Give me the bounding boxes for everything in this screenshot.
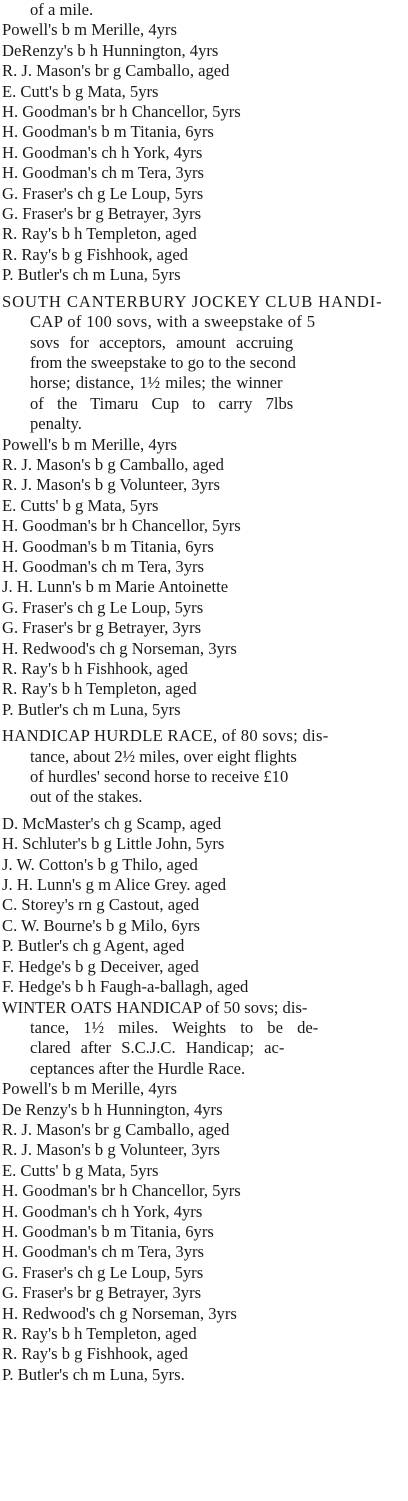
entry: C. W. Bourne's b g Milo, 6yrs [2, 915, 200, 935]
race-heading-line: of hurdles' second horse to receive £10 [30, 767, 289, 787]
entry: R. Ray's b h Fishhook, aged [2, 659, 188, 678]
entry: R. J. Mason's b g Volunteer, 3yrs [2, 475, 220, 495]
race-heading-line: CAP of 100 sovs, with a sweepstake of 5 [30, 312, 316, 332]
entry: R. J. Mason's b g Camballo, aged [2, 454, 224, 474]
entry: R. J. Mason's br g Camballo, aged [2, 1119, 230, 1139]
race-heading-line: horse; distance, 1½ miles; the winner [30, 373, 283, 393]
race-heading-line: tance, 1½ miles. Weights to be de- [30, 1017, 319, 1037]
entry: G. Fraser's ch g Le Loup, 5yrs [2, 183, 204, 203]
entry: H. Goodman's br h Chancellor, 5yrs [2, 1181, 241, 1201]
entry: D. McMaster's ch g Scamp, aged [2, 813, 222, 833]
race4-entry-list [2, 1079, 405, 1385]
entry: E. Cutts' b g Mata, 5yrs [2, 495, 159, 515]
entry: H. Goodman's ch m Tera, 3yrs [2, 556, 204, 576]
entry: H. Goodman's b m Titania, 6yrs [2, 1221, 214, 1241]
entry: R. Ray's b g Fishhook, aged [2, 244, 188, 264]
race2-heading [2, 292, 405, 435]
entry: Powell's b m Merille, 4yrs [2, 20, 177, 40]
race-heading-line: out of the stakes. [30, 787, 143, 807]
entry: G. Fraser's br g Betrayer, 3yrs [2, 1283, 202, 1303]
entry: J. W. Cotton's b g Thilo, aged [2, 854, 198, 874]
entry: H. Goodman's ch h York, 4yrs [2, 142, 203, 162]
race-heading-line: of the Timaru Cup to carry 7lbs [30, 393, 294, 413]
race2-entry-list [2, 435, 405, 721]
race3-entry-list [2, 814, 405, 998]
entry: H. Goodman's br h Chancellor, 5yrs [2, 102, 241, 122]
race-heading-line: ceptances after the Hurdle Race. [30, 1058, 246, 1078]
entry: P. Butler's ch m Luna, 5yrs. [2, 1364, 185, 1384]
entry: J. H. Lunn's g m Alice Grey. aged [2, 875, 227, 895]
entry: H. Schluter's b g Little John, 5yrs [2, 834, 225, 854]
entry: H. Goodman's b m Titania, 6yrs [2, 536, 214, 556]
entry: R. J. Mason's br g Camballo, aged [2, 61, 230, 81]
race4-heading [2, 998, 405, 1080]
entry: F. Hedge's b g Deceiver, aged [2, 956, 199, 976]
entry: R. Ray's b g Fishhook, aged [2, 1344, 188, 1364]
entry: H. Goodman's ch h York, 4yrs [2, 1201, 203, 1221]
race-heading-line: WINTER OATS HANDICAP of 50 sovs; dis- [2, 997, 308, 1017]
entry: DeRenzy's b h Hunnington, 4yrs [2, 40, 219, 60]
race-heading-line: from the sweepstake to go to the second [30, 352, 296, 372]
entry: De Renzy's b h Hunnington, 4yrs [2, 1099, 223, 1119]
entry: H. Goodman's br h Chancellor, 5yrs [2, 516, 241, 536]
entry: C. Storey's rn g Castout, aged [2, 895, 200, 915]
entry: H. Goodman's ch m Tera, 3yrs [2, 163, 204, 183]
entry: J. H. Lunn's b m Marie Antoinette [2, 577, 229, 597]
race-heading-line: tance, about 2½ miles, over eight flights [30, 746, 297, 766]
entry: G. Fraser's ch g Le Loup, 5yrs [2, 597, 204, 617]
entry: G. Fraser's br g Betrayer, 3yrs [2, 618, 202, 638]
entry: P. Butler's ch m Luna, 5yrs [2, 699, 181, 719]
race-heading-line: clared after S.C.J.C. Handicap; ac- [30, 1038, 285, 1058]
race-heading-line: HANDICAP HURDLE RACE, of 80 sovs; dis- [2, 726, 329, 746]
race-heading-line: penalty. [30, 414, 82, 434]
entry: P. Butler's ch g Agent, aged [2, 936, 185, 956]
entry: G. Fraser's ch g Le Loup, 5yrs [2, 1262, 204, 1282]
entry: R. Ray's b h Templeton, aged [2, 224, 197, 244]
race-heading-line: SOUTH CANTERBURY JOCKEY CLUB HANDI- [2, 291, 383, 311]
entry: Powell's b m Merille, 4yrs [2, 434, 177, 454]
entry: R. J. Mason's b g Volunteer, 3yrs [2, 1140, 220, 1160]
entry: H. Redwood's ch g Norseman, 3yrs [2, 1303, 237, 1323]
entry: E. Cutt's b g Mata, 5yrs [2, 81, 159, 101]
continued-fragment: of a mile. [30, 0, 94, 19]
entry: H. Goodman's ch m Tera, 3yrs [2, 1242, 204, 1262]
entry: H. Goodman's b m Titania, 6yrs [2, 122, 214, 142]
race3-heading [2, 726, 405, 808]
entry: E. Cutts' b g Mata, 5yrs [2, 1160, 159, 1180]
race-heading-line: sovs for acceptors, amount accruing [30, 332, 294, 352]
entry: R. Ray's b h Templeton, aged [2, 1324, 197, 1343]
race1-entry-list [2, 20, 405, 285]
entry: P. Butler's ch m Luna, 5yrs [2, 265, 181, 285]
entry: Powell's b m Merille, 4yrs [2, 1079, 177, 1099]
entry: H. Redwood's ch g Norseman, 3yrs [2, 638, 237, 658]
entry: F. Hedge's b h Faugh-a-ballagh, aged [2, 977, 249, 997]
entry: R. Ray's b h Templeton, aged [2, 679, 197, 699]
entry: G. Fraser's br g Betrayer, 3yrs [2, 204, 202, 224]
